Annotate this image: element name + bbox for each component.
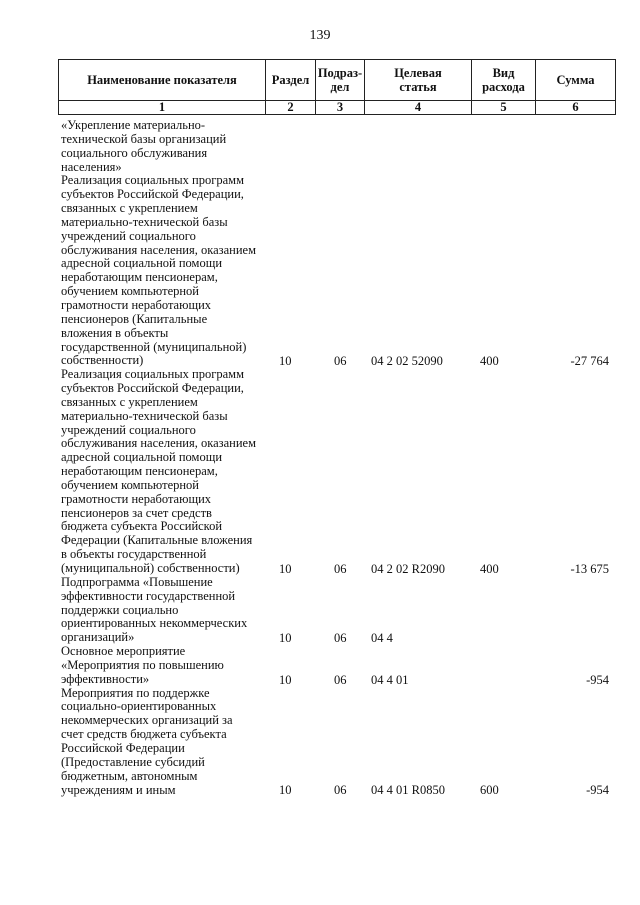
- row-statya: 04 2 02 R2090: [371, 561, 445, 576]
- header-num-6: 6: [536, 101, 616, 115]
- table-body: [61, 119, 609, 797]
- row-podrazdel: 06: [334, 672, 347, 687]
- header-num-4: 4: [365, 101, 472, 115]
- row-razdel: 10: [279, 672, 292, 687]
- row-name: Реализация социальных программ субъектов Российской Федерации, связанных с укреплением материально-технической базы учреждений социального обслуживания населения, оказанием адресной социальной помощи неработающим пенсионерам, обучением компьютерной грамотности неработающих пенсионеров (Капитальные вложения в объекты государственной (муниципальной) собственности): [61, 173, 257, 368]
- header-num-3: 3: [316, 101, 365, 115]
- header-podrazdel: Подраз- дел: [316, 60, 365, 101]
- row-statya: 04 4: [371, 631, 393, 646]
- page-number: 139: [309, 28, 331, 43]
- table-row: [61, 119, 609, 174]
- row-name: Реализация социальных программ субъектов Российской Федерации, связанных с укреплением материально-технической базы учреждений социального обслуживания населения, оказанием адресной социальной помощи неработающим пенсионерам, обучением компьютерной грамотности неработающих пенсионеров за счет средств бюджета субъекта Российской Федерации (Капитальные вложения в объекты государственной (муниципальной) собственности): [61, 367, 257, 575]
- row-podrazdel: 06: [334, 631, 347, 646]
- row-razdel: 10: [279, 561, 292, 576]
- row-summa: -954: [586, 672, 609, 687]
- header-summa: Сумма: [536, 60, 616, 101]
- row-name: Мероприятия по поддержке социально-ориентированных некоммерческих организаций за счет средств бюджета субъекта Российской Федерации (Предоставление субсидий бюджетным, автономным учреждениям и иным: [61, 685, 233, 797]
- row-name: «Укрепление материально- технической базы организаций социального обслуживания населения»: [61, 118, 227, 174]
- row-razdel: 10: [279, 783, 292, 798]
- header-num-5: 5: [472, 101, 536, 115]
- row-name: Основное мероприятие «Мероприятия по повышению эффективности»: [61, 644, 224, 686]
- row-vid: 400: [480, 354, 499, 369]
- table-row: [61, 645, 609, 687]
- header-num-2: 2: [266, 101, 316, 115]
- row-statya: 04 4 01: [371, 672, 409, 687]
- row-vid: 400: [480, 561, 499, 576]
- row-razdel: 10: [279, 631, 292, 646]
- header-name: Наименование показателя: [59, 60, 266, 101]
- header-razdel: Раздел: [266, 60, 316, 101]
- row-summa: -954: [586, 783, 609, 798]
- row-name: Подпрограмма «Повышение эффективности государственной поддержки социально ориентированных некоммерческих организаций»: [61, 574, 248, 645]
- table-row: [61, 576, 609, 645]
- row-podrazdel: 06: [334, 354, 347, 369]
- row-statya: 04 2 02 52090: [371, 354, 443, 369]
- row-razdel: 10: [279, 354, 292, 369]
- table-row: [61, 368, 609, 576]
- header-vid: Вид расхода: [472, 60, 536, 101]
- row-summa: -13 675: [570, 561, 609, 576]
- header-statya: Целевая статья: [365, 60, 472, 101]
- row-statya: 04 4 01 R0850: [371, 783, 445, 798]
- header-num-1: 1: [59, 101, 266, 115]
- table-header: [58, 59, 616, 115]
- table-row: [61, 174, 609, 368]
- row-podrazdel: 06: [334, 561, 347, 576]
- row-podrazdel: 06: [334, 783, 347, 798]
- table-row: [61, 687, 609, 798]
- row-summa: -27 764: [570, 354, 609, 369]
- row-vid: 600: [480, 783, 499, 798]
